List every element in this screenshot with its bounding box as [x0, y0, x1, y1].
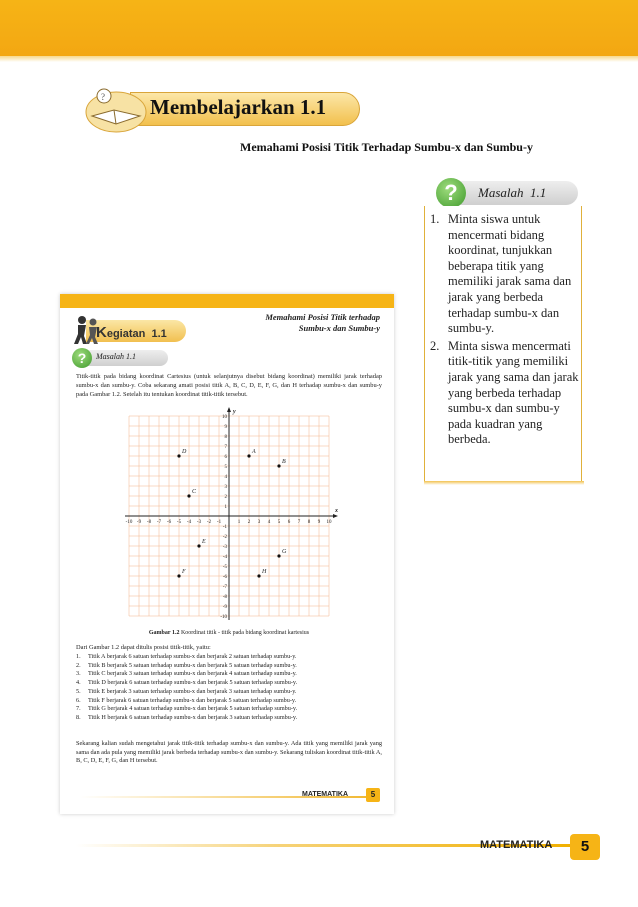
figure-caption: Gambar 1.2 Koordinat titik - titik pada bidang koordinat kartesius: [148, 630, 310, 636]
y-tick-label: 7: [224, 445, 227, 450]
x-tick-label: 6: [287, 520, 291, 525]
x-tick-label: 1: [237, 520, 241, 525]
y-tick-label: -1: [222, 525, 227, 530]
point-label: A: [252, 449, 256, 455]
masalah-list: [426, 212, 580, 450]
y-tick-label: 9: [224, 425, 227, 430]
point-label: B: [282, 459, 286, 465]
y-tick-label: -2: [222, 535, 227, 540]
x-tick-label: -10: [125, 520, 133, 525]
y-tick-label: -9: [222, 605, 227, 610]
y-axis-arrow: [227, 407, 231, 412]
point-h: [257, 574, 260, 577]
x-tick-label: -7: [156, 520, 162, 525]
points-list: [76, 653, 382, 723]
list-item: 8. Titik H berjarak 6 satuan terhadap sumbu-x dan berjarak 3 satuan terhadap sumbu-y.: [76, 713, 298, 721]
x-tick-label: -2: [206, 520, 212, 525]
y-tick-label: -5: [222, 565, 227, 570]
footer-label: MATEMATIKA: [480, 839, 553, 851]
y-tick-label: 5: [224, 465, 227, 470]
inner-footer: [60, 788, 394, 810]
point-g: [277, 554, 280, 557]
x-tick-label: -6: [166, 520, 172, 525]
list-intro: Dari Gambar 1.2 dapat ditulis posisi titik-titik, yaitu:: [76, 644, 211, 651]
page-number: 5: [570, 834, 600, 860]
y-tick-label: -6: [222, 575, 227, 580]
point-label: E: [202, 539, 206, 545]
x-tick-label: 2: [247, 520, 251, 525]
list-item: 2. Titik B berjarak 5 satuan terhadap sumbu-x dan berjarak 5 satuan terhadap sumbu-y.: [76, 661, 297, 669]
x-tick-label: 3: [257, 520, 261, 525]
page-title: Membelajarkan 1.1: [150, 95, 327, 119]
intro-paragraph: Titik-titik pada bidang koordinat Cartesius (untuk selanjutnya disebut bidang koordinat) memiliki jarak terhadap sumbu-x dan sumbu-y. Coba sekarang amati posisi titik A, B, C, D, E, F, G, dan H terhadap sumbu-x dan sumbu-y pada Gambar 1.2. Setelah itu tentukan koordinat titik-titik tersebut.: [76, 373, 382, 398]
point-label: C: [192, 489, 197, 495]
y-tick-label: 2: [224, 495, 227, 500]
masalah-box-shadow: [424, 481, 584, 485]
list-item: 5. Titik E berjarak 3 satuan terhadap sumbu-x dan berjarak 3 satuan terhadap sumbu-y.: [76, 687, 297, 695]
question-mark-icon: ?: [436, 178, 466, 208]
x-tick-label: -5: [176, 520, 182, 525]
list-item: 4. Titik D berjarak 6 satuan terhadap sumbu-x dan berjarak 5 satuan terhadap sumbu-y.: [76, 679, 298, 687]
y-tick-label: 10: [222, 415, 227, 420]
inner-page-number: 5: [366, 788, 380, 802]
point-label: F: [182, 569, 186, 575]
y-axis-label: y: [233, 409, 236, 415]
point-e: [197, 544, 200, 547]
x-tick-label: -8: [146, 520, 152, 525]
y-tick-label: -10: [220, 615, 227, 620]
section-title: [84, 82, 364, 134]
x-tick-label: -9: [136, 520, 142, 525]
y-tick-label: 8: [224, 435, 227, 440]
y-tick-label: 6: [224, 455, 227, 460]
x-tick-label: 9: [317, 520, 321, 525]
list-item: 6. Titik F berjarak 6 satuan terhadap sumbu-x dan berjarak 5 satuan terhadap sumbu-y.: [76, 696, 297, 704]
x-tick-label: 10: [326, 520, 332, 525]
y-tick-label: 4: [224, 475, 227, 480]
inner-footer-label: MATEMATIKA: [302, 791, 349, 798]
masalah-label: Masalah 1.1: [96, 352, 136, 361]
point-label: H: [262, 569, 267, 575]
masalah-label: Masalah 1.1: [478, 185, 547, 200]
list-item: 1. Titik A berjarak 6 satuan terhadap sumbu-x dan berjarak 2 satuan terhadap sumbu-y.: [76, 653, 297, 660]
page-subtitle: Memahami Posisi Titik Terhadap Sumbu-x dan Sumbu-y: [240, 140, 533, 154]
embedded-page: [60, 294, 394, 814]
point-c: [187, 494, 190, 497]
point-f: [177, 574, 180, 577]
point-d: [177, 454, 180, 457]
point-label: G: [282, 549, 287, 555]
kegiatan-header: [72, 314, 232, 346]
open-book-icon: [84, 82, 154, 134]
y-tick-label: -7: [222, 585, 227, 590]
list-item: 3. Titik C berjarak 3 satuan terhadap sumbu-x dan berjarak 4 satuan terhadap sumbu-y.: [76, 670, 297, 678]
svg-text:?: ?: [101, 92, 105, 102]
inner-masalah-header: [72, 348, 172, 368]
y-tick-label: -3: [222, 545, 227, 550]
kegiatan-label: Kegiatan 1.1: [96, 324, 167, 341]
y-tick-label: -4: [222, 555, 227, 560]
question-mark-icon: ?: [72, 348, 92, 368]
y-tick-label: -8: [222, 595, 227, 600]
list-item: 1. Minta siswa untuk mencermati bidang koordinat, tunjukkan beberapa titik yang memiliki jarak sama dan jarak yang berbeda terhadap sumbu-x dan sumbu-y.: [430, 212, 572, 336]
y-tick-label: 3: [224, 485, 227, 490]
x-tick-label: 8: [307, 520, 311, 525]
x-axis-arrow: [333, 514, 338, 518]
y-tick-label: 1: [224, 505, 227, 510]
x-tick-label: -3: [196, 520, 202, 525]
inner-top-banner: [60, 294, 394, 308]
x-tick-label: 7: [297, 520, 301, 525]
list-item: 7. Titik G berjarak 4 satuan terhadap sumbu-x dan berjarak 5 satuan terhadap sumbu-y.: [76, 705, 298, 713]
list-item: 2. Minta siswa mencermati titik-titik yang memiliki jarak yang sama dan jarak yang berbeda terhadap sumbu-x dan sumbu-y pada kuadran yang berbeda.: [430, 338, 579, 447]
kegiatan-subtitle: Memahami Posisi Titik terhadap Sumbu-x dan Sumbu-y: [265, 312, 380, 333]
x-tick-label: 4: [267, 520, 271, 525]
x-tick-label: -1: [216, 520, 222, 525]
closing-paragraph: Sekarang kalian sudah mengetahui jarak titik-titik terhadap sumbu-x dan sumbu-y. Ada titik yang memiliki jarak yang sama dan ada pula yang memiliki jarak berbeda terhadap sumbu-x dan sumbu-y. Sekarang tuliskan koordinat titik-titik A, B, C, D, E, F, G, dan H tersebut.: [76, 740, 382, 765]
point-a: [247, 454, 250, 457]
point-b: [277, 464, 280, 467]
top-banner: [0, 0, 638, 56]
x-axis-label: x: [335, 508, 338, 514]
top-banner-shade: [0, 56, 638, 62]
masalah-header: [436, 178, 578, 208]
x-tick-label: -4: [186, 520, 192, 525]
x-tick-label: 5: [277, 520, 281, 525]
coordinate-graph: [122, 406, 336, 626]
point-label: D: [182, 449, 187, 455]
